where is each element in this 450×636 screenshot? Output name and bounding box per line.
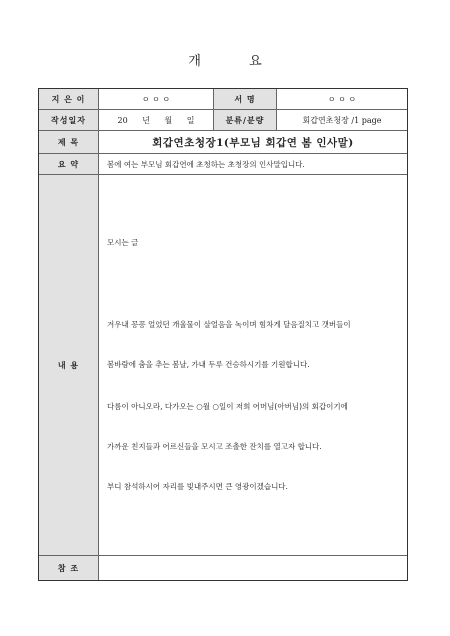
title-row: [39, 131, 407, 154]
date-row: [39, 110, 407, 131]
date-value: 20 년 월 일: [99, 110, 214, 130]
author-row: [39, 89, 407, 110]
page-title: 개 요: [188, 54, 284, 69]
category-label: 분류/분량: [214, 110, 277, 130]
author-label: 지 은 이: [39, 89, 99, 109]
date-label: 작성일자: [39, 110, 99, 130]
document-title: 회갑연초청장1(부모님 회갑연 봄 인사말): [152, 136, 354, 149]
summary-text: 봄에 여는 부모님 회갑연에 초청하는 초청장의 인사말입니다.: [107, 159, 305, 169]
reference-row: [39, 556, 407, 580]
content-label: 내 용: [39, 175, 99, 555]
title-label: 제 목: [39, 131, 99, 153]
category-value: 회갑연초청장 /1 page: [302, 115, 382, 125]
body-line: 봄바람에 춤을 추는 봄날, 가내 두루 건승하시기를 기원합니다.: [107, 360, 310, 369]
reference-label: 참 조: [39, 556, 99, 580]
summary-row: [39, 154, 407, 175]
body-line: 부디 참석하시어 자리를 빛내주시면 큰 영광이겠습니다.: [107, 482, 288, 491]
author-value: ㅇ ㅇ ㅇ: [99, 89, 214, 109]
content-body: [99, 175, 407, 555]
body-line: 겨우내 꽁꽁 얼었던 개울물이 살얼음을 녹이며 힘차게 달음질치고 갯버들이: [107, 320, 351, 329]
signature-label: 서 명: [214, 89, 277, 109]
overview-form: [38, 88, 408, 581]
body-line: 가까운 친지들과 어르신들을 모시고 조촐한 잔치를 열고자 합니다.: [107, 442, 322, 451]
signature-value: ㅇ ㅇ ㅇ: [327, 94, 357, 104]
reference-value: [99, 556, 407, 580]
summary-label: 요 약: [39, 154, 99, 174]
content-row: [39, 175, 407, 556]
body-line: 다름이 아니오라, 다가오는 ○월 ○일이 저희 어머님(아버님)의 회갑이기에: [107, 402, 348, 411]
body-line-greeting-heading: 모시는 글: [107, 238, 139, 247]
